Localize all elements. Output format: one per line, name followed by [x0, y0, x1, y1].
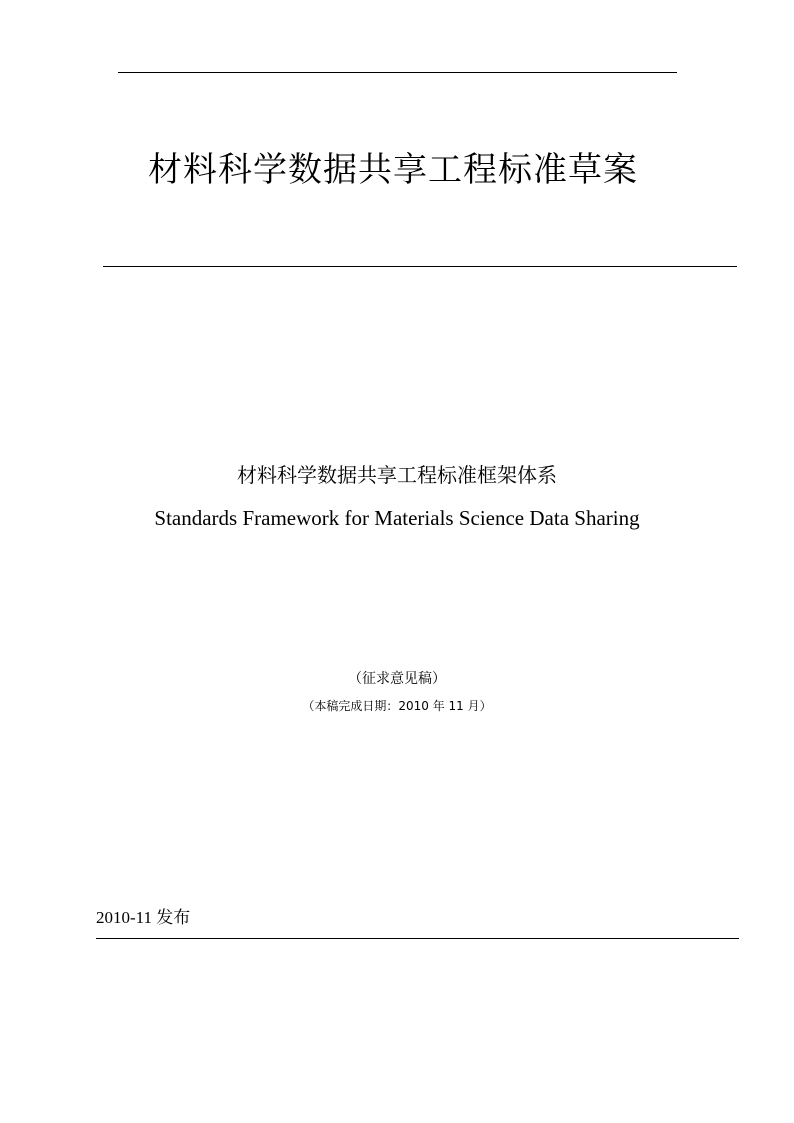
top-divider — [118, 72, 677, 73]
subtitle-chinese: 材料科学数据共享工程标准框架体系 — [237, 463, 557, 487]
document-title: 材料科学数据共享工程标准草案 — [148, 150, 638, 190]
completion-date-note: （本稿完成日期：2010 年 11 月） — [302, 699, 492, 713]
draft-status: （征求意见稿） — [348, 671, 446, 687]
bottom-divider — [96, 938, 739, 939]
subtitle-english: Standards Framework for Materials Science Data Sharing — [154, 506, 640, 530]
release-date: 2010-11 发布 — [96, 908, 191, 927]
title-divider — [103, 266, 737, 267]
